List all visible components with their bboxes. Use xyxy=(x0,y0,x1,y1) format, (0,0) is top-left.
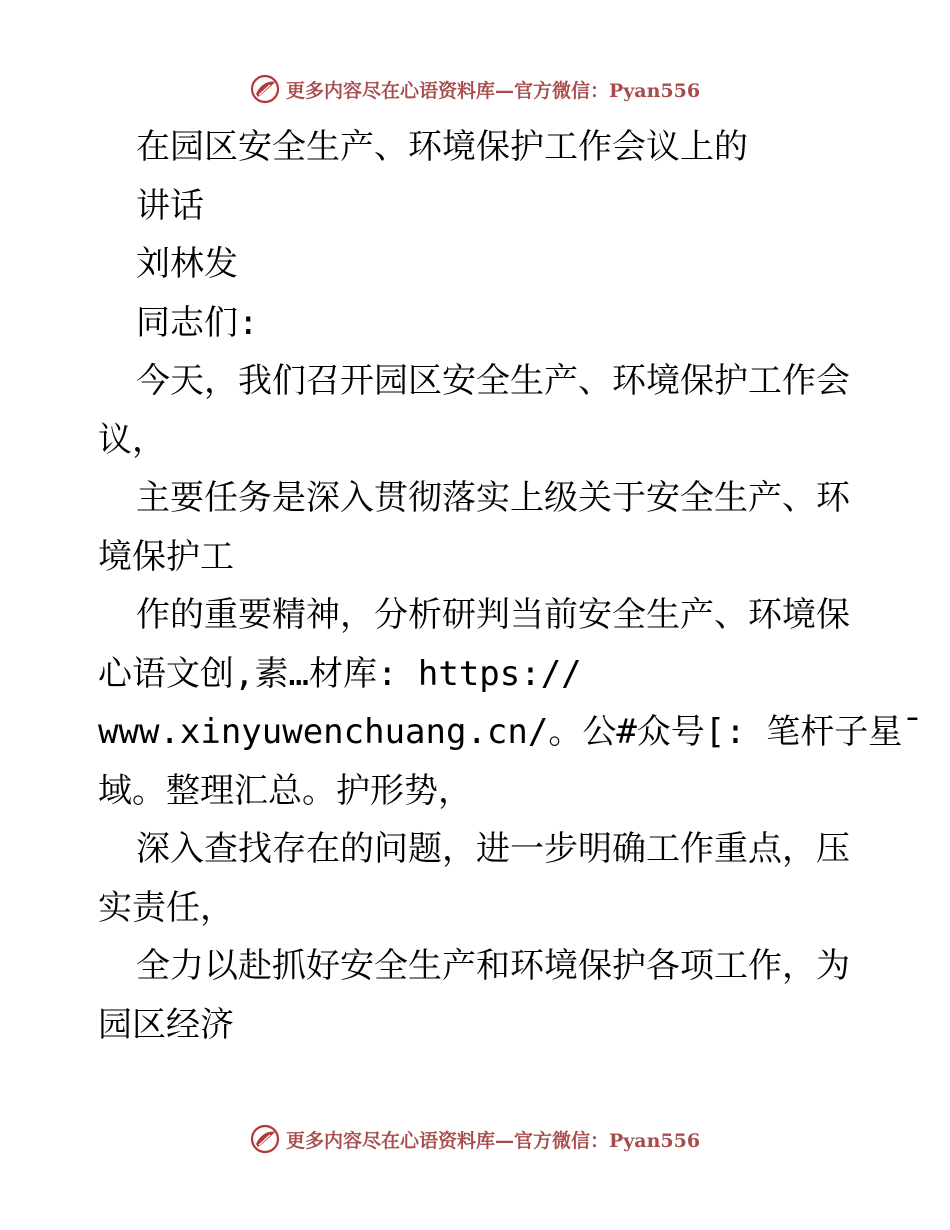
document-line: 全力以赴抓好安全生产和环境保护各项工作，为 xyxy=(136,946,850,986)
document-line: 刘林发 xyxy=(136,244,238,284)
footer-banner xyxy=(0,1124,950,1154)
footer-banner-text: 更多内容尽在心语资料库—官方微信：Pyan556 xyxy=(285,1129,701,1152)
header-banner-text: 更多内容尽在心语资料库—官方微信：Pyan556 xyxy=(285,79,701,102)
document-line: 深入查找存在的问题，进一步明确工作重点，压 xyxy=(136,829,850,869)
document-line: 在园区安全生产、环境保护工作会议上的 xyxy=(136,127,748,167)
pen-logo-icon xyxy=(250,74,280,104)
pen-logo-icon xyxy=(250,1124,280,1154)
document-line: www.xinyuwenchuang.cn/。公#众号[: 笔杆子星¯ xyxy=(98,712,923,752)
document-line: 实责任， xyxy=(98,887,234,928)
document-line: 境保护工 xyxy=(98,536,234,577)
document-body xyxy=(98,118,923,1054)
document-line: 议， xyxy=(98,419,166,460)
document-line: 今天，我们召开园区安全生产、环境保护工作会 xyxy=(136,361,850,401)
document-line: 作的重要精神，分析研判当前安全生产、环境保 xyxy=(136,595,850,635)
document-line: 讲话 xyxy=(136,185,204,226)
document-line: 域。整理汇总。护形势， xyxy=(98,770,472,811)
document-line: 心语文创,素…材库: https:// xyxy=(98,653,582,694)
document-line: 园区经济 xyxy=(98,1004,234,1045)
document-line: 同志们: xyxy=(136,302,259,343)
header-banner xyxy=(0,74,950,104)
document-line: 主要任务是深入贯彻落实上级关于安全生产、环 xyxy=(136,478,850,518)
